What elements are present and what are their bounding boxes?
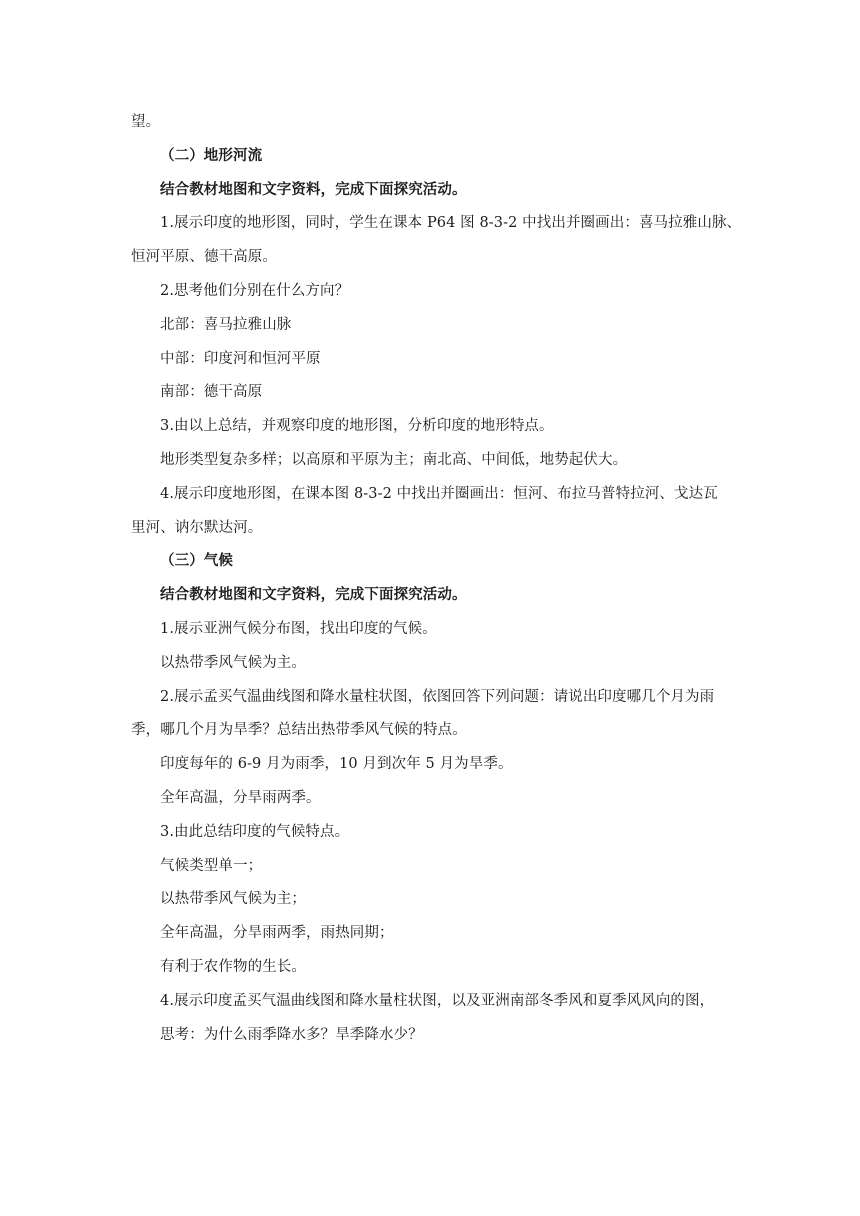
text-line-continuation: 望。 bbox=[131, 114, 161, 130]
paragraph-line: 3.由以上总结，并观察印度的地形图，分析印度的地形特点。 bbox=[160, 418, 554, 435]
paragraph-line: 气候类型单一； bbox=[160, 857, 263, 874]
paragraph-line: 南部：德干高原 bbox=[160, 384, 263, 401]
paragraph-line: 全年高温，分旱雨两季。 bbox=[160, 789, 321, 806]
paragraph-line: 1.展示亚洲气候分布图，找出印度的气候。 bbox=[160, 620, 437, 637]
paragraph-line: 全年高温，分旱雨两季，雨热同期； bbox=[160, 925, 394, 942]
activity-instruction: 结合教材地图和文字资料，完成下面探究活动。 bbox=[160, 587, 467, 604]
paragraph-line: 中部：印度河和恒河平原 bbox=[160, 350, 321, 367]
document-body bbox=[131, 106, 742, 1052]
activity-instruction: 结合教材地图和文字资料，完成下面探究活动。 bbox=[160, 181, 467, 198]
paragraph-line: 里河、讷尔默达河。 bbox=[131, 519, 263, 536]
paragraph-line: 有利于农作物的生长。 bbox=[160, 958, 306, 975]
paragraph-line: 2.思考他们分别在什么方向？ bbox=[160, 282, 350, 299]
section-heading-terrain-rivers: （二）地形河流 bbox=[160, 147, 263, 164]
paragraph-line: 以热带季风气候为主； bbox=[160, 891, 306, 908]
section-heading-climate: （三）气候 bbox=[160, 553, 233, 570]
paragraph-line: 3.由此总结印度的气候特点。 bbox=[160, 823, 350, 840]
paragraph-line: 北部：喜马拉雅山脉 bbox=[160, 316, 292, 333]
paragraph-line: 印度每年的 6-9 月为雨季，10 月到次年 5 月为旱季。 bbox=[160, 756, 513, 773]
paragraph-line: 恒河平原、德干高原。 bbox=[131, 249, 277, 266]
paragraph-line: 思考：为什么雨季降水多？旱季降水少？ bbox=[160, 1026, 423, 1043]
paragraph-line: 地形类型复杂多样；以高原和平原为主；南北高、中间低，地势起伏大。 bbox=[160, 451, 628, 468]
paragraph-line: 1.展示印度的地形图，同时，学生在课本 P64 图 8-3-2 中找出并圈画出：喜马拉雅山脉、 bbox=[160, 215, 742, 232]
paragraph-line: 2.展示孟买气温曲线图和降水量柱状图，依图回答下列问题：请说出印度哪几个月为雨 bbox=[160, 688, 715, 705]
paragraph-line: 季，哪几个月为旱季？总结出热带季风气候的特点。 bbox=[131, 722, 467, 739]
paragraph-line: 以热带季风气候为主。 bbox=[160, 654, 306, 671]
paragraph-line: 4.展示印度孟买气温曲线图和降水量柱状图，以及亚洲南部冬季风和夏季风风向的图， bbox=[160, 992, 715, 1009]
paragraph-line: 4.展示印度地形图，在课本图 8-3-2 中找出并圈画出：恒河、布拉马普特拉河、戈达瓦 bbox=[160, 485, 718, 502]
